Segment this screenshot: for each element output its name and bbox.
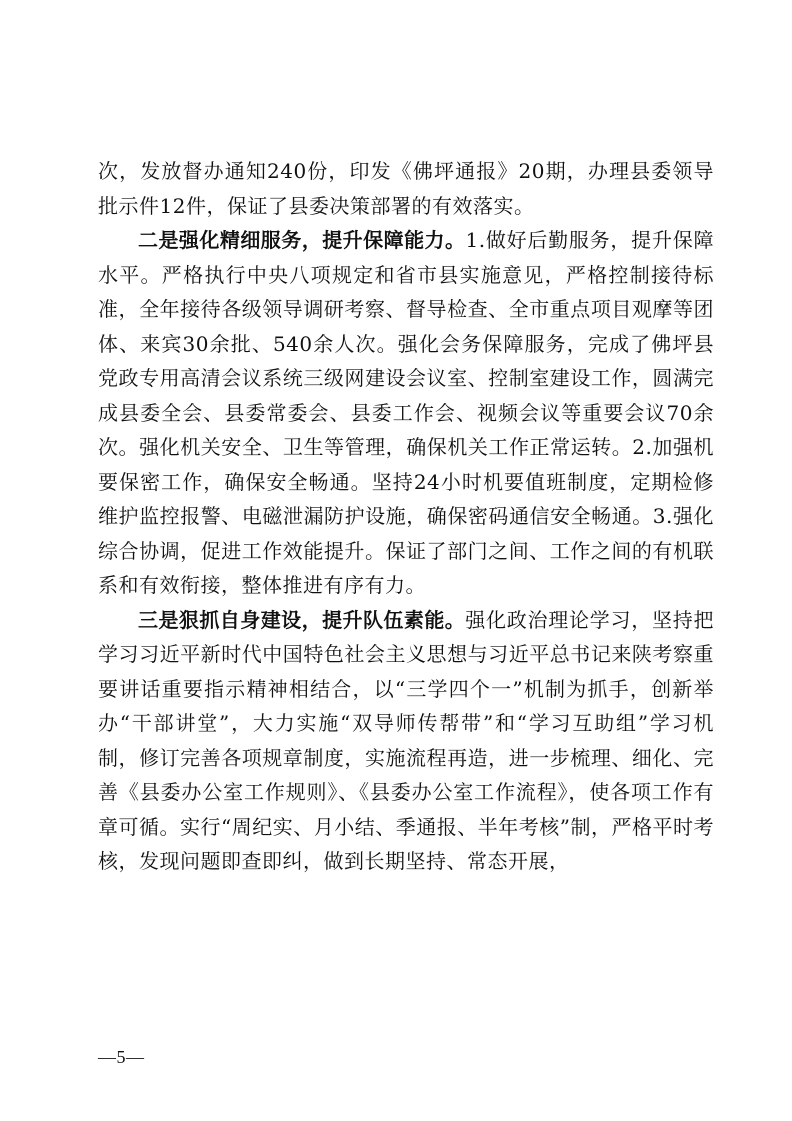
paragraph-lead-heading: 三是狠抓自身建设，提升队伍素能。 — [138, 607, 466, 632]
paragraph-continuation — [98, 154, 714, 223]
paragraph-text: 次，发放督办通知240份，印发《佛坪通报》20期，办理县委领导批示件12件，保证了县委决策部署的有效落实。 — [98, 159, 714, 218]
paragraph-team-building — [98, 603, 714, 879]
paragraph-lead-heading: 二是强化精细服务，提升保障能力。 — [138, 228, 466, 252]
body-text — [98, 154, 714, 879]
paragraph-text: 强化政治理论学习，坚持把学习习近平新时代中国特色社会主义思想与习近平总书记来陕考察重要讲话重要指示精神相结合，以“三学四个一”机制为抓手，创新举办“干部讲堂”，大力实施“双导师传帮带”和“学习互助组”学习机制，修订完善各项规章制度，实施流程再造，进一步梳理、细化、完善《县委办公室工作规则》、《县委办公室工作流程》，使各项工作有章可循。实行“周纪实、月小结、季通报、半年考核”制，严格平时考核，发现问题即查即纠，做到长期坚持、常态开展， — [98, 607, 715, 873]
paragraph-service — [98, 223, 714, 603]
page-number: —5— — [98, 1047, 145, 1067]
paragraph-text: 1.做好后勤服务，提升保障水平。严格执行中央八项规定和省市县实施意见，严格控制接待标准，全年接待各级领导调研考察、督导检查、全市重点项目观摩等团体、来宾30余批、540余人次。强化会务保障服务，完成了佛坪县党政专用高清会议系统三级网建设会议室、控制室建设工作，圆满完成县委全会、县委常委会、县委工作会、视频会议等重要会议70余次。强化机关安全、卫生等管理，确保机关工作正常运转。2.加强机要保密工作，确保安全畅通。坚持24小时机要值班制度，定期检修维护监控报警、电磁泄漏防护设施，确保密码通信安全畅通。3.强化综合协调，促进工作效能提升。保证了部门之间、工作之间的有机联系和有效衔接，整体推进有序有力。 — [98, 228, 714, 597]
